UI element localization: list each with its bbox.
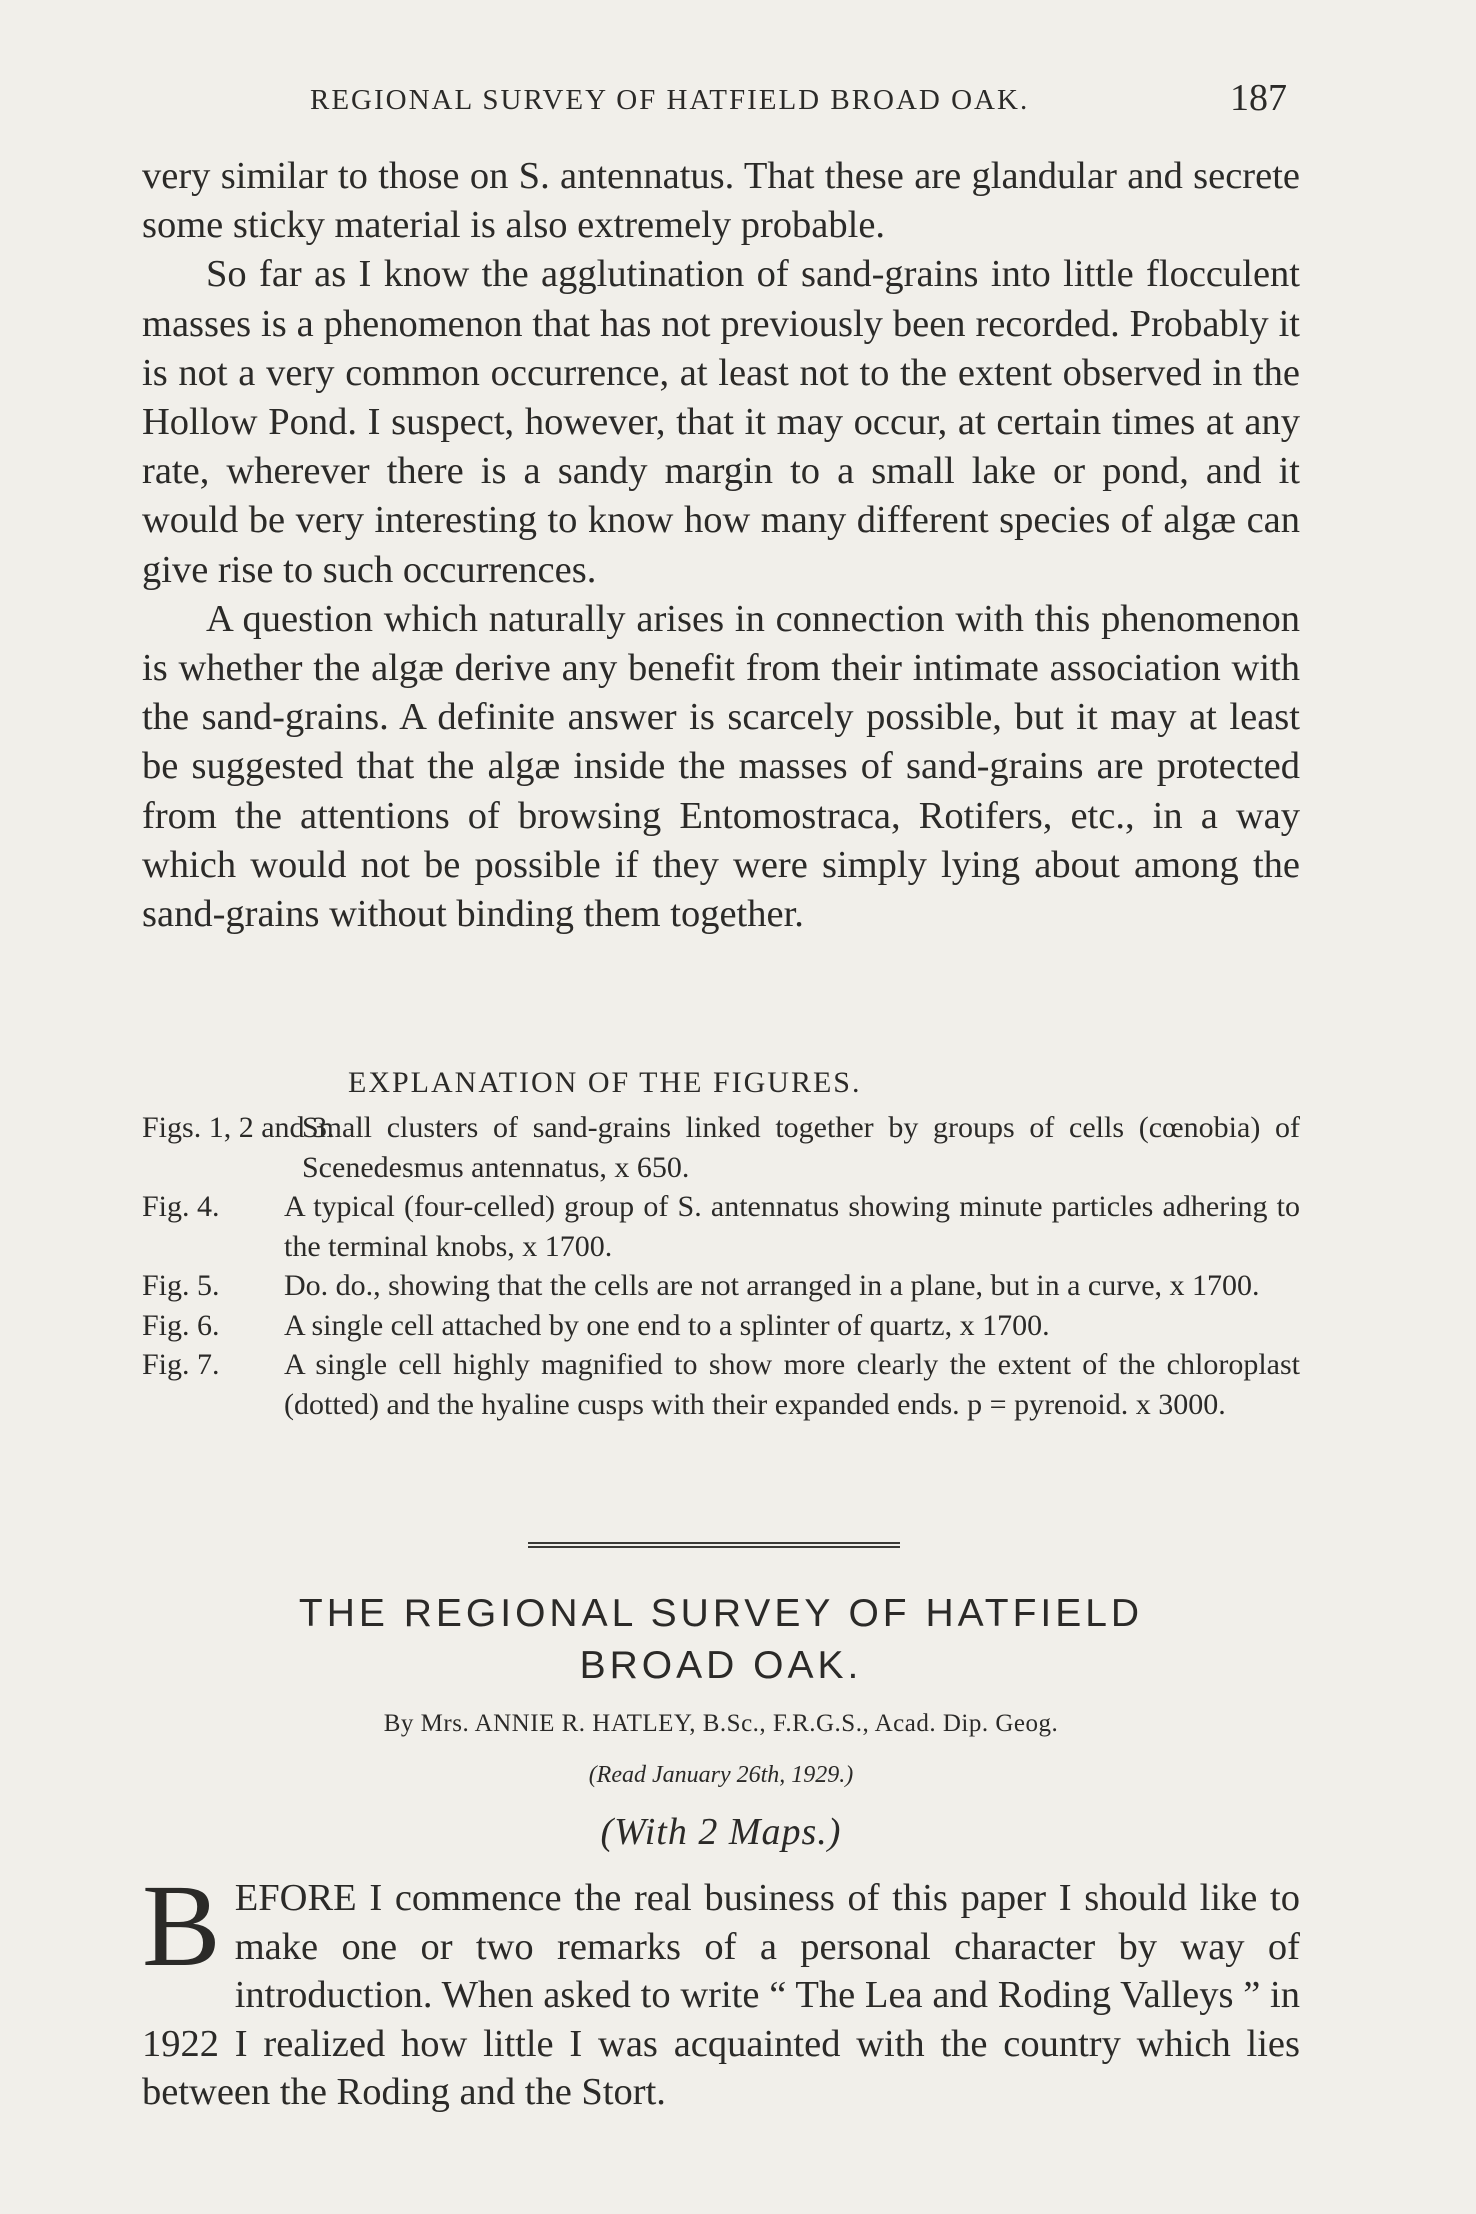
figure-entry [142,1187,1300,1266]
figure-entry [142,1345,1300,1424]
figure-label: Fig. 6. [142,1308,220,1342]
paragraph-3: A question which naturally arises in connection with this phenomenon is whether the algæ derive any benefit from their intimate association with the sand-grains. A definite answer is scarcely possible, but it may at least be suggested that the algæ inside the masses of sand-grains are protected from the attentions of browsing Entomostraca, Rotifers, etc., in a way which would not be possible if they were simply lying about among the sand-grains without binding them together. [142,597,1300,936]
figure-entry [142,1266,1300,1306]
figures-heading: EXPLANATION OF THE FIGURES. [348,1066,862,1099]
figure-description: A single cell highly magnified to show more clearly the extent of the chloroplast (dotted) and the hyaline cusps with their expanded ends. p = pyrenoid. x 3000. [284,1348,1300,1421]
figure-description: Small clusters of sand-grains linked together by groups of cells (cœnobia) of Scenedesmus antennatus, x 650. [302,1111,1300,1184]
figures-list [142,1108,1300,1424]
figure-description: Do. do., showing that the cells are not arranged in a plane, but in a curve, x 1700. [284,1269,1260,1302]
section-divider [528,1542,900,1548]
maps-note: (With 2 Maps.) [600,1811,842,1853]
intro-paragraph [142,1860,1300,2117]
figure-label: Fig. 7. [142,1348,220,1381]
figure-entry [142,1108,1300,1187]
figure-description: A typical (four-celled) group of S. antennatus showing minute particles adhering to the terminal knobs, x 1700. [284,1190,1300,1263]
figure-entry [142,1306,1300,1346]
running-head: REGIONAL SURVEY OF HATFIELD BROAD OAK. [310,84,1030,116]
read-date: (Read January 26th, 1929.) [588,1762,854,1788]
body-text [142,152,1300,939]
paragraph-1: very similar to those on S. antennatus. That these are glandular and secrete some sticky material is also extremely probable. [142,155,1300,247]
intro-text: EFORE I commence the real business of this paper I should like to make one or two remarks of a personal character by way of introduction. When asked to write “ The Lea and Roding Valleys ” in 1922 I realized how little I was acquainted with the country which lies between the Roding and the Stort. [142,1877,1300,2113]
author-byline: By Mrs. ANNIE R. HATLEY, B.Sc., F.R.G.S., Acad. Dip. Geog. [383,1710,1059,1737]
page-number: 187 [1230,77,1287,119]
article-title-line-2: BROAD OAK. [579,1644,863,1687]
figure-label: Fig. 4. [142,1190,220,1223]
figure-label: Fig. 5. [142,1269,220,1302]
paragraph-2: So far as I know the agglutination of sand-grains into little flocculent masses is a phenomenon that has not previously been recorded. Probably it is not a very common occurrence, at least not to the extent observed in the Hollow Pond. I suspect, however, that it may occur, at certain times at any rate, wherever there is a sandy margin to a small lake or pond, and it would be very interesting to know how many different species of algæ can give rise to such occurrences. [142,253,1300,591]
drop-cap: B [142,1860,221,1991]
figure-label: Figs. 1, 2 and 3. [142,1111,335,1144]
figure-description: A single cell attached by one end to a splinter of quartz, x 1700. [284,1308,1050,1342]
article-title [142,1588,1300,1692]
article-title-line-1: THE REGIONAL SURVEY OF HATFIELD [298,1592,1144,1635]
